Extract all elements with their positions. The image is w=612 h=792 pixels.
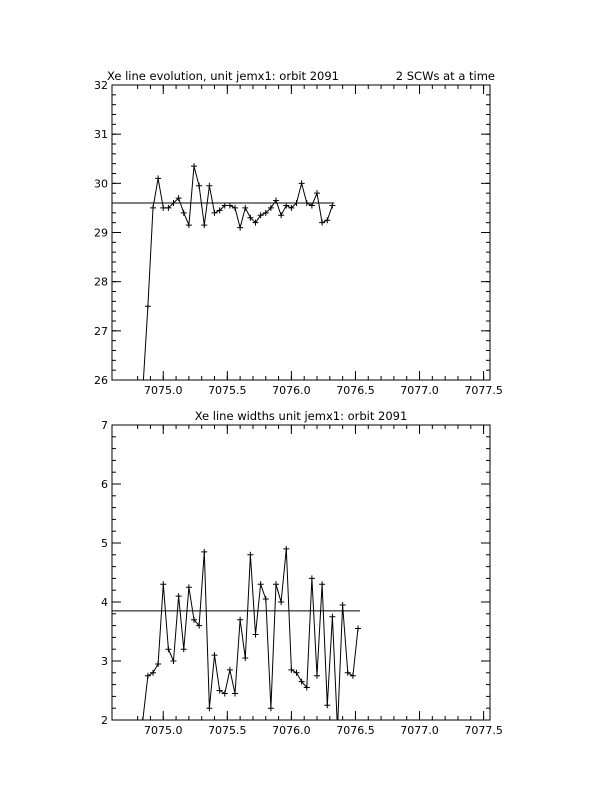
bottom-x-tick-label: 7077.0 (400, 724, 439, 737)
bottom-data-point (273, 581, 279, 587)
bottom-data-point (150, 670, 156, 676)
bottom-data-point (340, 602, 346, 608)
top-chart-subtitle: 2 SCWs at a time (395, 69, 495, 83)
bottom-data-point (288, 667, 294, 673)
bottom-data-point (263, 596, 269, 602)
top-chart-frame (112, 85, 490, 380)
bottom-x-tick-label: 7075.5 (208, 724, 247, 737)
bottom-y-tick-label: 7 (101, 419, 108, 432)
top-data-point (181, 210, 187, 216)
top-data-point (186, 222, 192, 228)
top-y-tick-label: 28 (94, 275, 108, 289)
bottom-data-point (345, 670, 351, 676)
top-y-tick-label: 30 (94, 177, 108, 191)
bottom-data-point (176, 593, 182, 599)
top-y-tick-label: 29 (94, 226, 108, 240)
bottom-chart-title: Xe line widths unit jemx1: orbit 2091 (194, 409, 408, 423)
bottom-chart-frame (112, 425, 490, 720)
top-data-point (319, 220, 325, 226)
top-chart-title: Xe line evolution, unit jemx1: orbit 2091 (107, 69, 339, 83)
bottom-data-point (314, 673, 320, 679)
top-chart-panel (94, 69, 503, 397)
top-chart-axes (94, 79, 503, 397)
bottom-chart-series (140, 546, 361, 732)
top-data-point (314, 190, 320, 196)
bottom-data-point (232, 690, 238, 696)
bottom-y-tick-label: 6 (101, 478, 108, 491)
top-x-tick-label: 7075.0 (144, 384, 183, 397)
top-x-tick-label: 7076.5 (336, 384, 375, 397)
bottom-data-point (227, 667, 233, 673)
bottom-data-point (319, 581, 325, 587)
bottom-data-point (212, 652, 218, 658)
top-data-point (196, 183, 202, 189)
bottom-data-point (201, 549, 207, 555)
bottom-data-point (165, 646, 171, 652)
top-data-point (206, 183, 212, 189)
bottom-x-tick-label: 7076.5 (336, 724, 375, 737)
top-x-tick-label: 7076.0 (272, 384, 311, 397)
top-data-point (237, 225, 243, 231)
bottom-data-point (242, 655, 248, 661)
top-data-point (304, 200, 310, 206)
bottom-y-tick-label: 4 (101, 596, 108, 609)
bottom-chart-axes (101, 419, 503, 737)
top-data-point (155, 175, 161, 181)
top-y-tick-label: 26 (94, 374, 108, 387)
bottom-data-point (324, 702, 330, 708)
top-data-point (150, 205, 156, 211)
bottom-y-tick-label: 5 (101, 537, 108, 550)
bottom-y-tick-label: 2 (101, 714, 108, 727)
bottom-data-point (258, 581, 264, 587)
bottom-data-point (283, 546, 289, 552)
top-x-tick-label: 7075.5 (208, 384, 247, 397)
bottom-data-point (140, 717, 146, 723)
top-data-point (232, 205, 238, 211)
bottom-data-point (237, 617, 243, 623)
bottom-data-point (206, 705, 212, 711)
top-y-tick-label: 27 (94, 324, 108, 338)
top-data-point (145, 303, 151, 309)
top-y-tick-label: 31 (94, 128, 108, 142)
top-data-point (201, 222, 207, 228)
top-data-point (160, 205, 166, 211)
bottom-data-point (155, 661, 161, 667)
top-x-tick-label: 7077.0 (400, 384, 439, 397)
bottom-data-point (247, 552, 253, 558)
bottom-y-tick-label: 3 (101, 655, 108, 668)
bottom-data-point (278, 599, 284, 605)
bottom-data-point (268, 705, 274, 711)
bottom-x-tick-label: 7075.0 (144, 724, 183, 737)
top-x-tick-label: 7077.5 (464, 384, 503, 397)
bottom-data-point (329, 614, 335, 620)
top-y-tick-label: 32 (94, 79, 108, 92)
bottom-data-point (145, 673, 151, 679)
top-data-point (324, 217, 330, 223)
bottom-series-line (143, 549, 358, 729)
bottom-chart-panel (101, 409, 503, 737)
top-data-point (299, 180, 305, 186)
bottom-x-tick-label: 7076.0 (272, 724, 311, 737)
top-data-point (242, 205, 248, 211)
bottom-data-point (253, 631, 259, 637)
bottom-data-point (160, 581, 166, 587)
bottom-data-point (186, 584, 192, 590)
top-data-point (212, 210, 218, 216)
top-data-point (191, 163, 197, 169)
bottom-data-point (294, 670, 300, 676)
top-chart-series (140, 163, 336, 393)
bottom-data-point (171, 658, 177, 664)
top-data-point (278, 212, 284, 218)
top-data-point (258, 212, 264, 218)
bottom-data-point (217, 688, 223, 694)
top-series-line (143, 166, 333, 390)
bottom-data-point (350, 673, 356, 679)
bottom-data-point (355, 626, 361, 632)
bottom-data-point (181, 646, 187, 652)
bottom-x-tick-label: 7077.5 (464, 724, 503, 737)
bottom-data-point (309, 575, 315, 581)
bottom-data-point (222, 690, 228, 696)
